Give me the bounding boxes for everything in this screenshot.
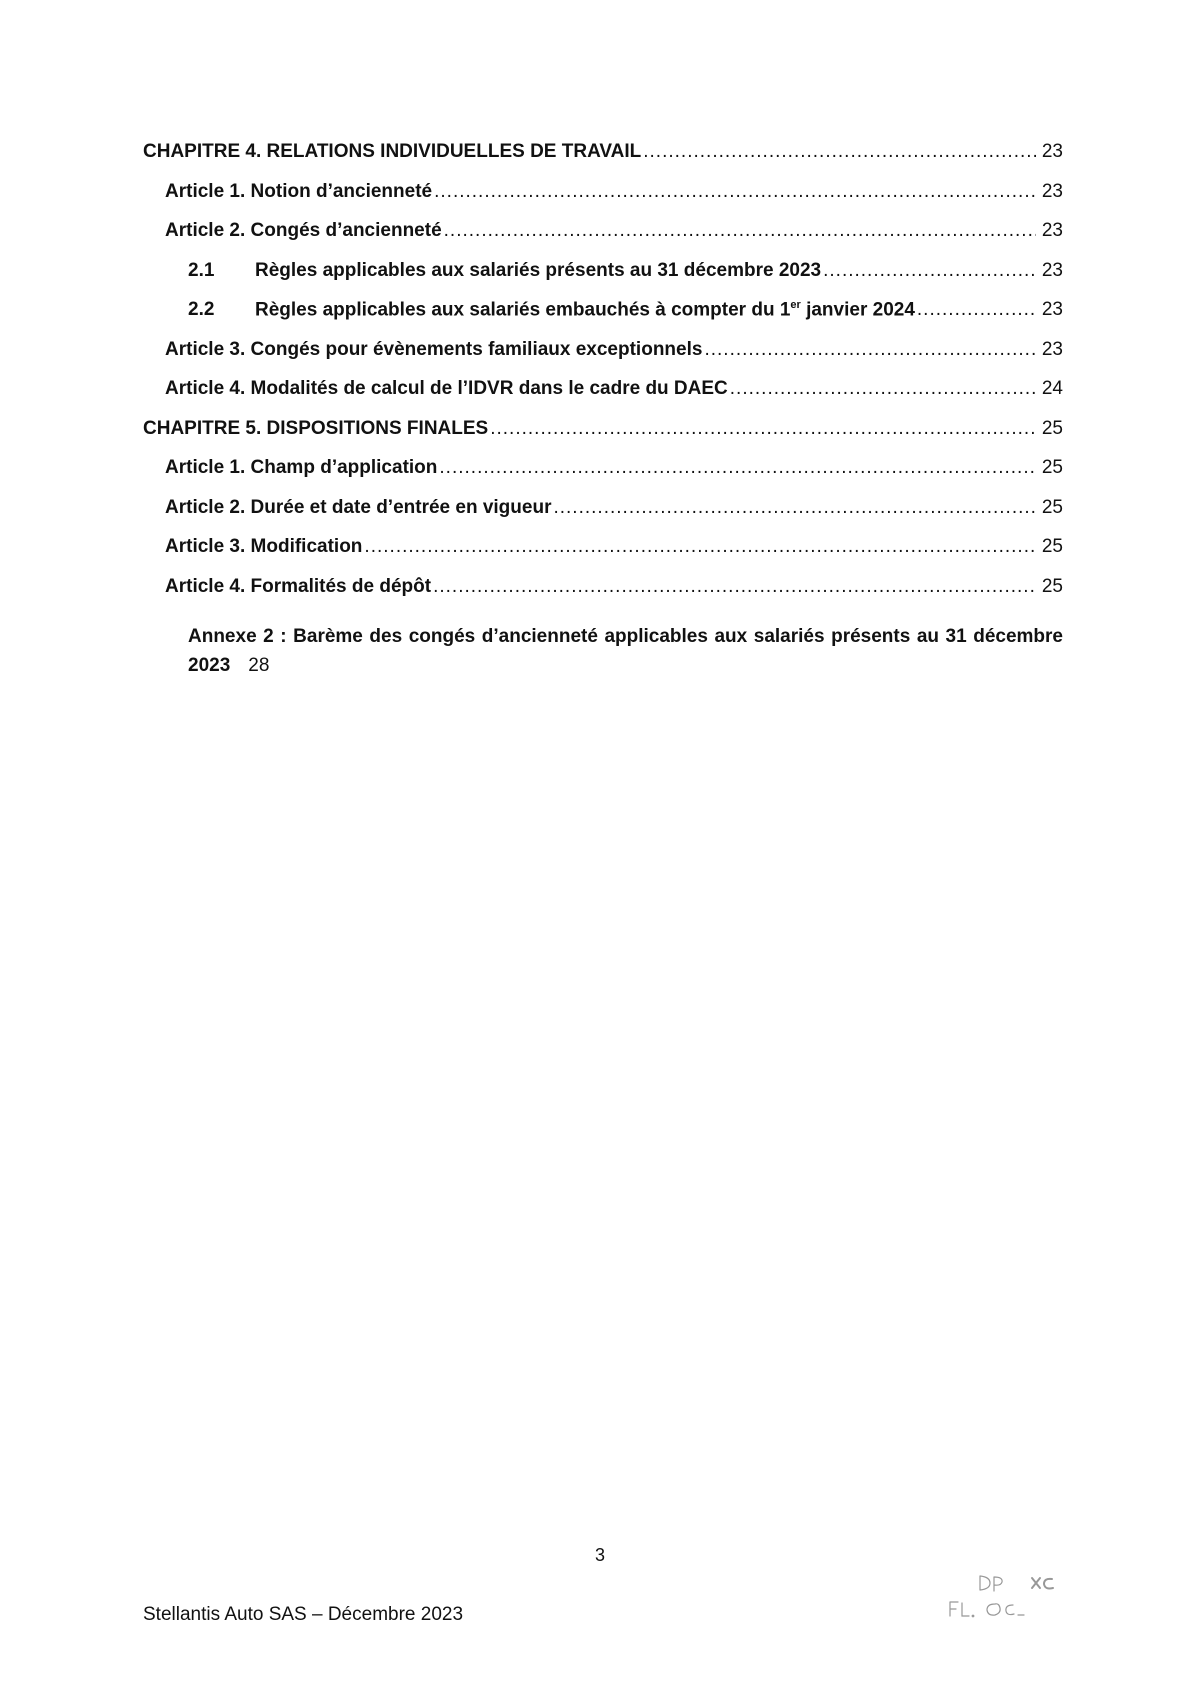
annex-page: 28 — [248, 655, 270, 676]
toc-entry-title: Article 1. Champ d’application — [165, 457, 438, 478]
toc-entry-title — [255, 299, 915, 321]
toc-entry-title: Article 2. Congés d’ancienneté — [165, 220, 442, 241]
toc-entry-title: Article 2. Durée et date d’entrée en vigueur — [165, 496, 552, 518]
toc-leader-dots — [434, 181, 1036, 203]
table-of-contents — [143, 141, 1063, 615]
toc-entry-title: Article 3. Congés pour évènements familiaux exceptionnels — [165, 338, 703, 360]
toc-entry-page: 23 — [1041, 259, 1063, 281]
toc-entry-title: CHAPITRE 5. DISPOSITIONS FINALES — [143, 417, 489, 439]
toc-leader-dots — [704, 339, 1035, 361]
toc-leader-dots — [433, 576, 1036, 598]
handwritten-initials — [940, 1568, 1090, 1628]
toc-leader-dots — [643, 141, 1036, 163]
toc-entry-title: Règles applicables aux salariés présents au 31 décembre 2023 — [255, 259, 822, 281]
toc-leader-dots — [730, 378, 1036, 400]
toc-leader-dots — [364, 536, 1035, 558]
toc-entry-page: 25 — [1041, 575, 1063, 597]
toc-entry-article-4[interactable] — [143, 576, 1063, 616]
annex-title-line2 — [188, 651, 1063, 680]
toc-entry-title: Article 3. Modification — [165, 536, 363, 557]
toc-entry-page: 23 — [1041, 180, 1063, 202]
annex-title-line1: Annexe 2 : Barème des congés d’ancienneté applicables aux salariés présents au 31 décembre — [188, 626, 1063, 647]
toc-entry-page: 23 — [1041, 338, 1063, 360]
toc-entry-article-3[interactable] — [143, 536, 1063, 576]
toc-entry-title: CHAPITRE 4. RELATIONS INDIVIDUELLES DE TRAVAIL — [143, 141, 642, 162]
toc-entry-page: 24 — [1041, 378, 1063, 399]
toc-entry-title: Article 4. Modalités de calcul de l’IDVR dans le cadre du DAEC — [165, 378, 728, 399]
toc-leader-dots — [917, 299, 1036, 321]
toc-entry-article-4[interactable] — [143, 378, 1063, 418]
toc-entry-page: 23 — [1041, 299, 1063, 321]
toc-entry-page: 25 — [1041, 417, 1063, 439]
toc-entry-annexe-2[interactable] — [188, 622, 1063, 680]
toc-entry-chapitre-4[interactable] — [143, 141, 1063, 181]
toc-entry-chapitre-5[interactable] — [143, 418, 1063, 458]
toc-entry-title: Article 1. Notion d’ancienneté — [165, 180, 433, 202]
toc-entry-article-1[interactable] — [143, 181, 1063, 221]
toc-entry-page: 23 — [1041, 220, 1063, 241]
toc-entry-2-1[interactable] — [143, 260, 1063, 300]
toc-entry-title-part: janvier 2024 — [800, 299, 915, 321]
toc-entry-superscript: er — [790, 299, 801, 311]
toc-entry-article-2[interactable] — [143, 497, 1063, 537]
toc-entry-article-1[interactable] — [143, 457, 1063, 497]
toc-entry-page: 23 — [1041, 141, 1063, 162]
toc-leader-dots — [490, 418, 1036, 440]
toc-leader-dots — [823, 260, 1036, 282]
toc-entry-2-2[interactable] — [143, 299, 1063, 339]
toc-entry-page: 25 — [1041, 457, 1063, 478]
toc-leader-dots — [444, 220, 1036, 242]
page-number: 3 — [594, 1545, 605, 1565]
toc-entry-title: Article 4. Formalités de dépôt — [165, 575, 432, 597]
toc-entry-title-part: Règles applicables aux salariés embauchés à compter du 1 — [255, 299, 791, 321]
toc-entry-page: 25 — [1041, 496, 1063, 518]
toc-entry-page: 25 — [1041, 536, 1063, 557]
toc-leader-dots — [439, 457, 1035, 479]
toc-entry-number: 2.2 — [188, 299, 215, 321]
toc-entry-number: 2.1 — [188, 259, 215, 281]
annex-title-year: 2023 — [188, 655, 231, 676]
toc-entry-article-3[interactable] — [143, 339, 1063, 379]
toc-leader-dots — [553, 497, 1035, 519]
footer-text: Stellantis Auto SAS – Décembre 2023 — [143, 1604, 464, 1625]
toc-entry-article-2[interactable] — [143, 220, 1063, 260]
